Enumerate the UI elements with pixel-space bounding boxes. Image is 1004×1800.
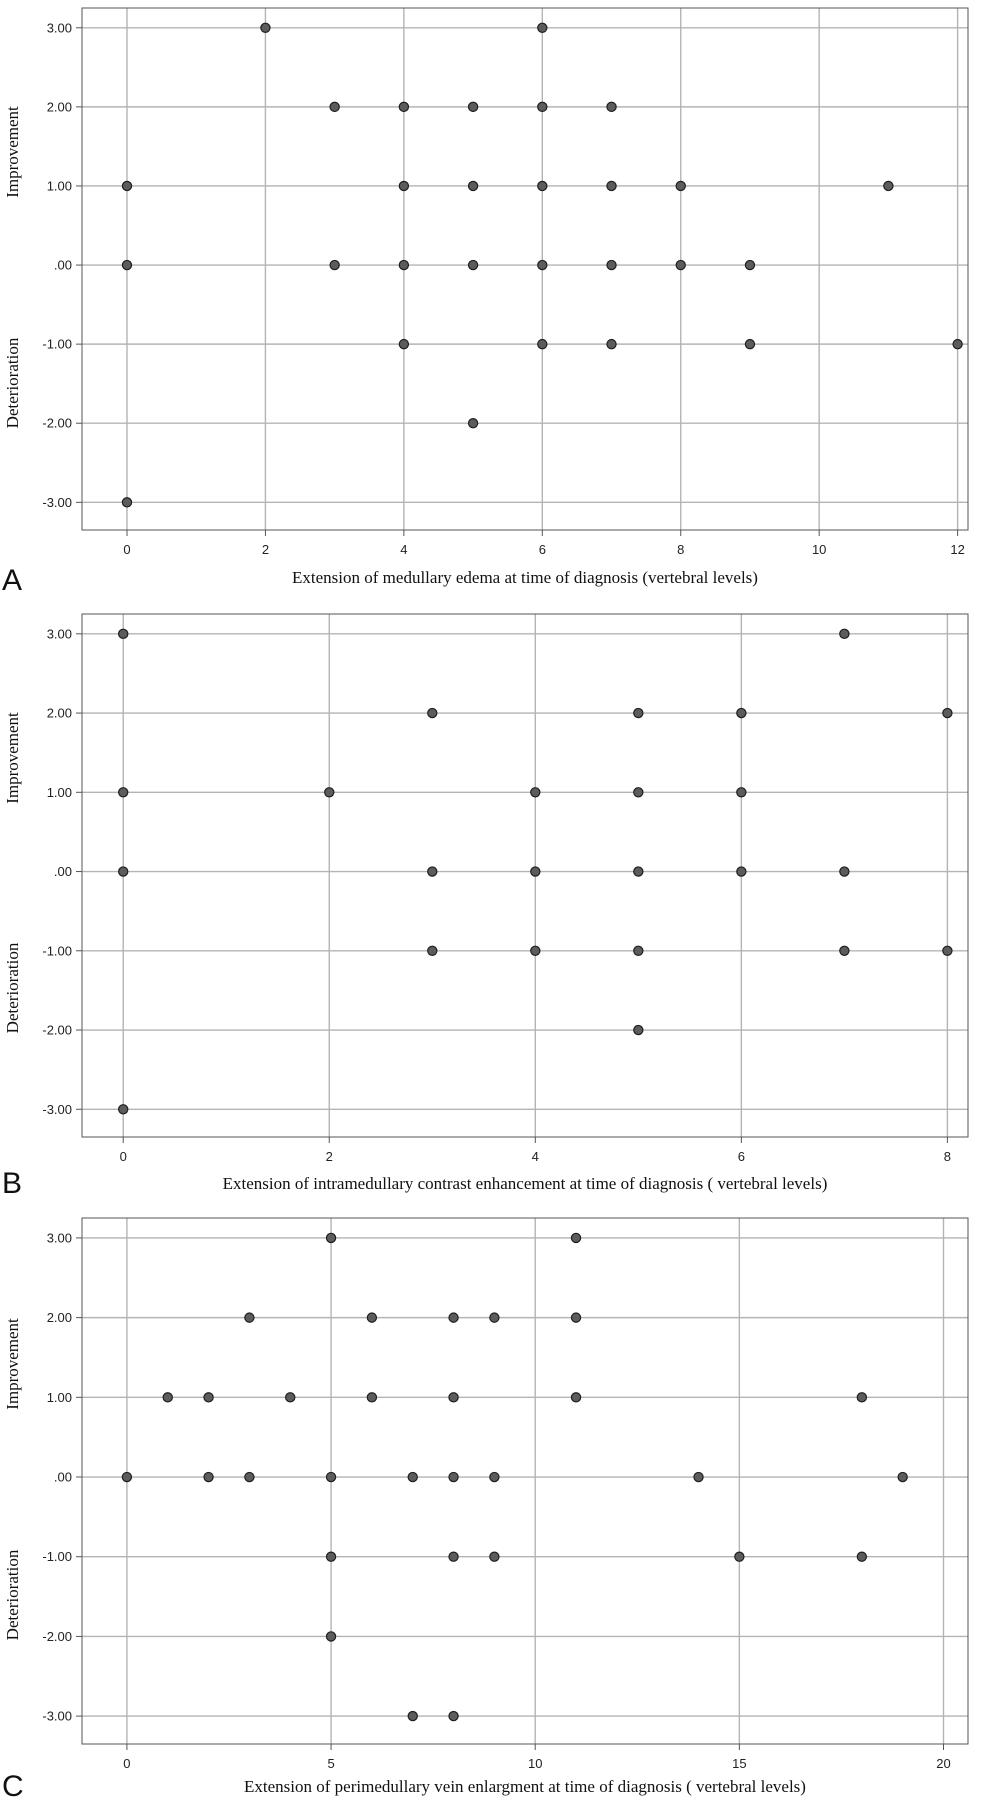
data-point — [490, 1313, 499, 1322]
y-tick-label: 2.00 — [46, 1310, 72, 1326]
panel-a — [2, 8, 968, 597]
y-label-deterioration: Deterioration — [3, 1549, 22, 1641]
data-point — [245, 1472, 254, 1481]
data-point — [737, 708, 746, 717]
y-tick-label: 2.00 — [46, 705, 72, 721]
data-point — [449, 1712, 458, 1721]
y-tick-label: .00 — [53, 864, 72, 880]
data-point — [857, 1552, 866, 1561]
plot-frame — [82, 8, 968, 530]
data-point — [122, 260, 131, 269]
data-point — [428, 867, 437, 876]
y-tick-label: 1.00 — [46, 784, 72, 800]
y-label-improvement: Improvement — [3, 1318, 22, 1410]
x-tick-label: 0 — [119, 1149, 127, 1164]
data-point — [676, 181, 685, 190]
data-point — [449, 1313, 458, 1322]
data-point — [571, 1393, 580, 1402]
data-point — [538, 340, 547, 349]
x-tick-label: 0 — [123, 1756, 131, 1771]
data-point — [737, 788, 746, 797]
data-point — [840, 629, 849, 638]
y-tick-label: -1.00 — [42, 336, 72, 352]
data-point — [399, 102, 408, 111]
y-tick-label: -2.00 — [42, 415, 72, 431]
x-axis-title: Extension of intramedullary contrast enhancement at time of diagnosis ( vertebral levels) — [222, 1174, 828, 1193]
data-point — [735, 1552, 744, 1561]
data-point — [286, 1393, 295, 1402]
y-tick-label: 3.00 — [46, 1230, 72, 1246]
data-point — [531, 867, 540, 876]
y-tick-label: .00 — [53, 1469, 72, 1485]
data-point — [634, 946, 643, 955]
data-point — [745, 260, 754, 269]
y-tick-label: -2.00 — [42, 1022, 72, 1038]
y-tick-label: -3.00 — [42, 494, 72, 510]
data-point — [634, 1025, 643, 1034]
data-point — [326, 1233, 335, 1242]
data-point — [122, 1472, 131, 1481]
data-point — [531, 946, 540, 955]
data-point — [953, 340, 962, 349]
x-tick-label: 2 — [325, 1149, 333, 1164]
x-tick-label: 8 — [943, 1149, 952, 1164]
data-point — [840, 867, 849, 876]
data-point — [857, 1393, 866, 1402]
x-axis-title: Extension of medullary edema at time of diagnosis (vertebral levels) — [292, 568, 758, 587]
y-tick-label: 1.00 — [46, 178, 72, 194]
data-point — [449, 1393, 458, 1402]
data-point — [634, 708, 643, 717]
data-point — [119, 1105, 128, 1114]
data-point — [840, 946, 849, 955]
data-point — [399, 181, 408, 190]
plot-frame — [82, 614, 968, 1137]
data-point — [531, 788, 540, 797]
data-point — [607, 260, 616, 269]
x-tick-label: 4 — [531, 1149, 539, 1164]
x-tick-label: 12 — [950, 542, 965, 557]
data-point — [204, 1472, 213, 1481]
data-point — [607, 181, 616, 190]
data-point — [428, 708, 437, 717]
data-point — [538, 181, 547, 190]
x-tick-label: 6 — [737, 1149, 745, 1164]
x-tick-label: 5 — [327, 1756, 335, 1771]
x-tick-label: 2 — [261, 542, 270, 557]
data-point — [399, 260, 408, 269]
y-label-deterioration: Deterioration — [3, 942, 22, 1034]
data-point — [119, 788, 128, 797]
data-point — [325, 788, 334, 797]
data-point — [330, 102, 339, 111]
y-tick-label: -3.00 — [42, 1708, 72, 1724]
data-point — [538, 23, 547, 32]
data-point — [607, 102, 616, 111]
data-point — [634, 788, 643, 797]
y-tick-label: -3.00 — [42, 1101, 72, 1117]
x-tick-label: 20 — [936, 1756, 951, 1771]
data-point — [449, 1472, 458, 1481]
x-tick-label: 10 — [811, 542, 827, 557]
panel-letter: A — [2, 564, 23, 597]
data-point — [326, 1472, 335, 1481]
data-point — [449, 1552, 458, 1561]
data-point — [119, 867, 128, 876]
data-point — [943, 708, 952, 717]
y-tick-label: 3.00 — [46, 20, 72, 36]
y-tick-label: .00 — [53, 257, 72, 273]
y-tick-label: -2.00 — [42, 1628, 72, 1644]
data-point — [468, 260, 477, 269]
x-tick-label: 8 — [677, 542, 685, 557]
y-label-deterioration: Deterioration — [3, 337, 22, 429]
data-point — [468, 181, 477, 190]
data-point — [745, 340, 754, 349]
panel-b — [2, 614, 968, 1200]
data-point — [898, 1472, 907, 1481]
data-point — [490, 1472, 499, 1481]
data-point — [122, 498, 131, 507]
data-point — [634, 867, 643, 876]
plot-frame — [82, 1218, 968, 1744]
data-point — [119, 629, 128, 638]
data-point — [468, 419, 477, 428]
panel-letter: B — [2, 1167, 23, 1200]
x-axis-title: Extension of perimedullary vein enlargment at time of diagnosis ( vertebral levels) — [244, 1777, 806, 1796]
data-point — [428, 946, 437, 955]
x-tick-label: 15 — [732, 1756, 747, 1771]
y-tick-label: 1.00 — [46, 1389, 72, 1405]
data-point — [468, 102, 477, 111]
data-point — [571, 1233, 580, 1242]
x-tick-label: 6 — [538, 542, 546, 557]
data-point — [538, 102, 547, 111]
x-tick-label: 10 — [527, 1756, 543, 1771]
data-point — [737, 867, 746, 876]
data-point — [326, 1552, 335, 1561]
data-point — [694, 1472, 703, 1481]
x-tick-label: 4 — [400, 542, 408, 557]
data-point — [367, 1393, 376, 1402]
data-point — [399, 340, 408, 349]
data-point — [408, 1472, 417, 1481]
data-point — [408, 1712, 417, 1721]
data-point — [367, 1313, 376, 1322]
x-tick-label: 0 — [123, 542, 131, 557]
y-label-improvement: Improvement — [3, 106, 22, 198]
data-point — [204, 1393, 213, 1402]
data-point — [490, 1552, 499, 1561]
data-point — [163, 1393, 172, 1402]
data-point — [884, 181, 893, 190]
panel-letter: C — [2, 1770, 24, 1800]
data-point — [538, 260, 547, 269]
panel-c — [2, 1218, 968, 1800]
data-point — [943, 946, 952, 955]
data-point — [261, 23, 270, 32]
data-point — [326, 1632, 335, 1641]
data-point — [330, 260, 339, 269]
data-point — [676, 260, 685, 269]
data-point — [571, 1313, 580, 1322]
y-tick-label: -1.00 — [42, 1549, 72, 1565]
y-tick-label: -1.00 — [42, 943, 72, 959]
y-tick-label: 2.00 — [46, 99, 72, 115]
data-point — [245, 1313, 254, 1322]
data-point — [607, 340, 616, 349]
y-tick-label: 3.00 — [46, 626, 72, 642]
data-point — [122, 181, 131, 190]
y-label-improvement: Improvement — [3, 712, 22, 804]
